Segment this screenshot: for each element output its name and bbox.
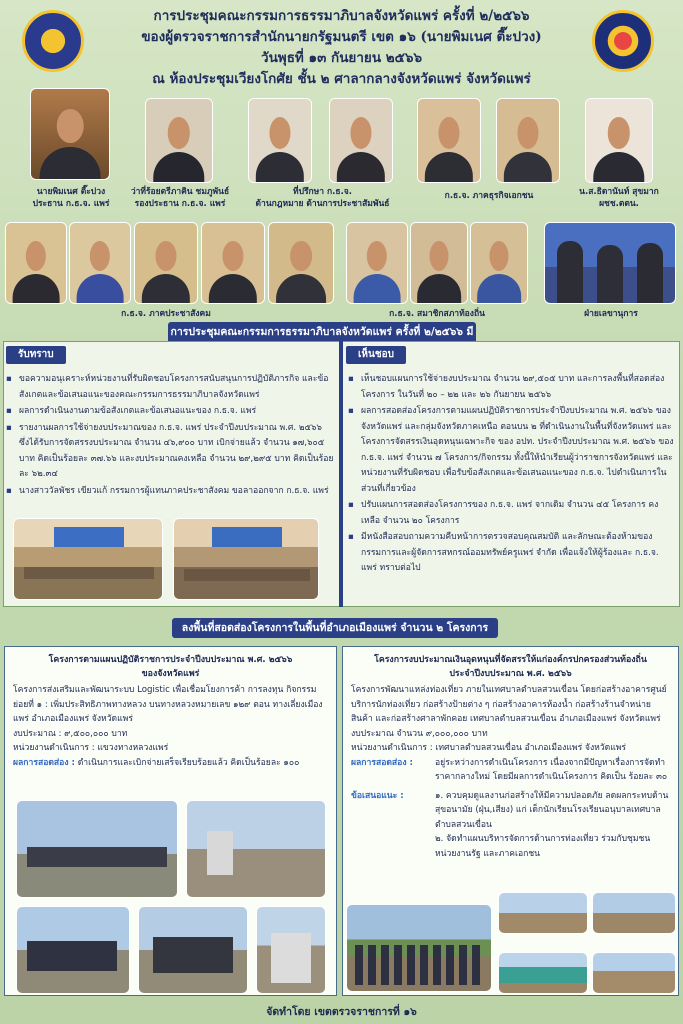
photo-project-2-site-3 [498,952,588,994]
caption-vice-chairman-role: รองประธาน ก.ธ.จ. แพร่ [134,199,226,209]
agree-item: ▪ ปรับแผนการสอดส่องโครงการของ ก.ธ.จ. แพร่ จากเดิม จำนวน ๔๕ โครงการ คงเหลือ จำนวน ๒๐ โครงการ [348,498,676,529]
project-1-result-row [5,756,336,771]
project-2-suggest-2: ๒. จัดทำแผนบริหารจัดการด้านการท่องเที่ยว ร่วมกับชุมชน หน่วยงานรัฐ และภาคเอกชน [435,834,651,859]
field-visit-band: ลงพื้นที่สอดส่องโครงการในพื้นที่อำเภอเมืองแพร่ จำนวน ๒ โครงการ [172,618,498,638]
portrait-civil-society-5 [268,222,334,304]
caption-expert-name: น.ส.ธิดานันท์ สุขมาก [579,187,659,197]
project-1-agency: หน่วยงานดำเนินการ : แขวงทางหลวงแพร่ [13,743,169,753]
portrait-local-council-2 [410,222,468,304]
photo-project-2-site-2 [592,892,676,934]
tag-acknowledge: รับทราบ [6,346,66,364]
agree-item: ▪ เห็นชอบแผนการใช้จ่ายงบประมาณ จำนวน ๒๙,๕๐๕ บาท และการลงพื้นที่สอดส่องโครงการ ในวันที่ ๒๐ – ๒๒ และ ๒๖ กันยายน ๒๕๖๖ [348,372,676,403]
acknowledge-item: ▪ รายงานผลการใช้จ่ายงบประมาณของ ก.ธ.จ. แพร่ ประจำปีงบประมาณ พ.ศ. ๒๕๖๖ ซึ่งได้รับการจัดสรรงบประมาณ จำนวน ๔๖,๙๐๐ บาท เบิกจ่ายแล้ว จำนวน ๑๗,๖๐๕ บาท คิดเป็นร้อยละ ๓๗.๖๖ และงบประมาณคงเหลือ จำนวน ๒๙,๒๙๕ บาท คิดเป็นร้อยละ ๖๒.๓๔ [6,421,334,483]
tag-agree: เห็นชอบ [346,346,406,364]
caption-vice-chairman [122,186,238,210]
header-line-1: การประชุมคณะกรรมการธรรมาภิบาลจังหวัดแพร่ ครั้งที่ ๒/๒๕๖๖ [153,8,530,24]
project-2-name: โครงการพัฒนาแหล่งท่องเที่ยว ภายในเทศบาลตำบลสวนเขื่อน โดยก่อสร้างอาคารศูนย์บริการนักท่องเที่ยว ก่อสร้างป้ายต่าง ๆ ก่อสร้างอาคารห้องน้ำ ก่อสร้างร้านจำหน่ายสินค้า และก่อสร้างศาลาพักคอย เทศบาลตำบลสวนเขื่อน อำเภอเมืองแพร่ จังหวัดแพร่ งบประมาณ จำนวน ๙,๐๐๐,๐๐๐ บาท [351,685,667,739]
photo-project-2-site-4 [592,952,676,994]
photo-project-2-site-1 [498,892,588,934]
caption-vice-chairman-name: ว่าที่ร้อยตรีภาคิน ชมภูพันธ์ [130,187,230,197]
project-2-result: อยู่ระหว่างการดำเนินโครงการ เนื่องจากมีปัญหาเรื่องการจัดทำราคากลางใหม่ โดยมีผลการดำเนินโครงการ คิดเป็น ร้อยละ ๓๐ [435,757,668,782]
project-2-suggest-1: ๑. ควบคุมดูแลงานก่อสร้างให้มีความปลอดภัย ลดผลกระทบด้านสุขอนามัย (ฝุ่น,เสียง) แก่ เด็กนักเรียนโรงเรียนอนุบาลเทศบาลตำบลสวนเขื่อน [435,790,669,830]
caption-expert-role: ผชช.ตตน. [599,199,639,209]
caption-advisors-title: ที่ปรึกษา ก.ธ.จ. [292,187,353,197]
project-2-result-row [343,756,678,785]
portrait-vice-chairman [145,98,213,183]
project-2-result-label: ผลการสอดส่อง : [351,757,413,768]
photo-project-1-site-3 [16,906,130,994]
project-1-budget: งบประมาณ : ๙,๕๐๐,๐๐๐ บาท [13,728,128,739]
portrait-private-sector-2 [496,98,560,183]
portrait-advisor-male [329,98,393,183]
caption-advisors [250,186,395,210]
photo-meeting-room-1 [13,518,163,600]
caption-chairman-name: นายพิมเนศ ตี๊ะปวง [36,187,106,197]
project-2-suggest-label: ข้อเสนอแนะ : [351,790,404,801]
project-1-result: ดำเนินการและเบิกจ่ายเสร็จเรียบร้อยแล้ว คิดเป็นร้อยละ ๑๐๐ [77,757,300,768]
photo-project-1-site-1 [16,800,178,898]
project-1-result-label: ผลการสอดส่อง : [13,757,75,768]
caption-private-sector: ก.ธ.จ. ภาคธุรกิจเอกชน [444,191,534,201]
project-2-agency: หน่วยงานดำเนินการ : เทศบาลตำบลสวนเขื่อน อำเภอเมืองแพร่ จังหวัดแพร่ [351,743,627,753]
project-2-title-1: โครงการงบประมาณเงินอุดหนุนที่จัดสรรให้แก่องค์กรปกครองส่วนท้องถิ่น [374,655,647,665]
acknowledge-item: ▪ ขอความอนุเคราะห์หน่วยงานที่รับผิดชอบโครงการสนับสนุนการปฏิบัติภารกิจ และข้อสังเกตและข้อเสนอแนะของคณะกรรมการธรรมาภิบาลจังหวัดแพร่ [6,372,334,403]
caption-expert [570,186,668,210]
caption-chairman [24,186,118,210]
agree-item: ▪ มีหนังสือสอบถามความคืบหน้าการตรวจสอบคุณสมบัติ และลักษณะต้องห้ามของกรรมการและผู้จัดการสหกรณ์ออมทรัพย์ครูแพร่ จำกัด เพื่อแจ้งให้ผู้ร้องและ ก.ธ.จ. แพร่ ทราบต่อไป [348,530,676,577]
portrait-expert [585,98,653,183]
project-1-title-2: ของจังหวัดแพร่ [141,669,200,679]
caption-local-council: ก.ธ.จ. สมาชิกสภาท้องถิ่น [389,309,485,319]
project-2-suggest-row [343,785,678,862]
agree-list [348,372,676,578]
panel-divider [339,341,343,607]
project-2-title-2: ประจำปีงบประมาณ พ.ศ. ๒๕๖๖ [449,669,572,679]
poster-header [0,6,683,90]
portrait-chairman [30,88,110,180]
caption-advisors-fields: ด้านกฎหมาย ด้านการประชาสัมพันธ์ [255,199,390,209]
portrait-local-council-1 [346,222,408,304]
photo-project-1-site-4 [138,906,248,994]
caption-secretariat: ฝ่ายเลขานุการ [584,309,638,319]
photo-project-1-site-2 [186,800,326,898]
portrait-private-sector-1 [417,98,481,183]
resolution-band: การประชุมคณะกรรมการธรรมาภิบาลจังหวัดแพร่ ครั้งที่ ๒/๒๕๖๖ มี [168,322,476,362]
poster-footer: จัดทำโดย เขตตรวจราชการที่ ๑๖ [266,1006,417,1018]
acknowledge-item: ▪ นางสาววัลพัชร เขียวแก้ กรรมการผู้แทนภาคประชาสังคม ขอลาออกจาก ก.ธ.จ. แพร่ [6,484,334,500]
caption-chairman-role: ประธาน ก.ธ.จ. แพร่ [32,199,110,209]
acknowledge-list [6,372,334,500]
portrait-local-council-3 [470,222,528,304]
agree-item: ▪ ผลการสอดส่องโครงการตามแผนปฏิบัติราชการประจำปีงบประมาณ พ.ศ. ๒๕๖๖ ของจังหวัดแพร่ และกลุ่มจังหวัดภาคเหนือ ตอนบน ๒ ที่ดำเนินงานในพื้นที่จังหวัดแพร่ และโครงการจัดสรรเงินอุดหนุนเฉพาะกิจ ของ อปท. ประจำปีงบประมาณ พ.ศ. ๒๕๖๖ ของ ก.ธ.จ. แพร่ จำนวน ๗ โครงการ/กิจกรรม ทั้งนี้ให้นำเรียนผู้ว่าราชการจังหวัดแพร่ และหน่วยงานที่รับผิดชอบ เพื่อรับข้อสังเกตและข้อเสนอแนะของ ก.ธ.จ. ไปดำเนินการในส่วนที่เกี่ยวข้อง [348,404,676,497]
acknowledge-item: ▪ ผลการดำเนินงานตามข้อสังเกตและข้อเสนอแนะของ ก.ธ.จ. แพร่ [6,404,334,420]
portrait-civil-society-4 [201,222,265,304]
photo-meeting-room-2 [173,518,319,600]
header-line-4: ณ ห้องประชุมเวียงโกศัย ชั้น ๒ ศาลากลางจังหวัดแพร่ จังหวัดแพร่ [152,71,531,87]
caption-civil-society: ก.ธ.จ. ภาคประชาสังคม [121,309,211,319]
header-line-3: วันพุธที่ ๑๓ กันยายน ๒๕๖๖ [260,50,423,66]
photo-project-1-site-5 [256,906,326,994]
photo-secretariat-group [544,222,676,304]
project-2-suggestions [435,789,670,862]
portrait-advisor-female [248,98,312,183]
portrait-civil-society-3 [134,222,198,304]
photo-project-2-group [346,904,492,992]
project-1-name: โครงการส่งเสริมและพัฒนาระบบ Logistic เพื่อเชื่อมโยงการค้า การลงทุน กิจกรรมย่อยที่ ๑ : เพิ่มประสิทธิภาพทางหลวง บนทางหลวงหมายเลข ๑๒๙ ตอน ทางเลี่ยงเมืองแพร่ อำเภอเมืองแพร่ จังหวัดแพร่ [13,685,323,724]
portrait-civil-society-1 [5,222,67,304]
portrait-civil-society-2 [69,222,131,304]
header-line-2: ของผู้ตรวจราชการสำนักนายกรัฐมนตรี เขต ๑๖ (นายพิมเนศ ตี๊ะปวง) [141,29,542,45]
project-1-title-1: โครงการตามแผนปฏิบัติราชการประจำปีงบประมาณ พ.ศ. ๒๕๖๖ [48,655,293,665]
